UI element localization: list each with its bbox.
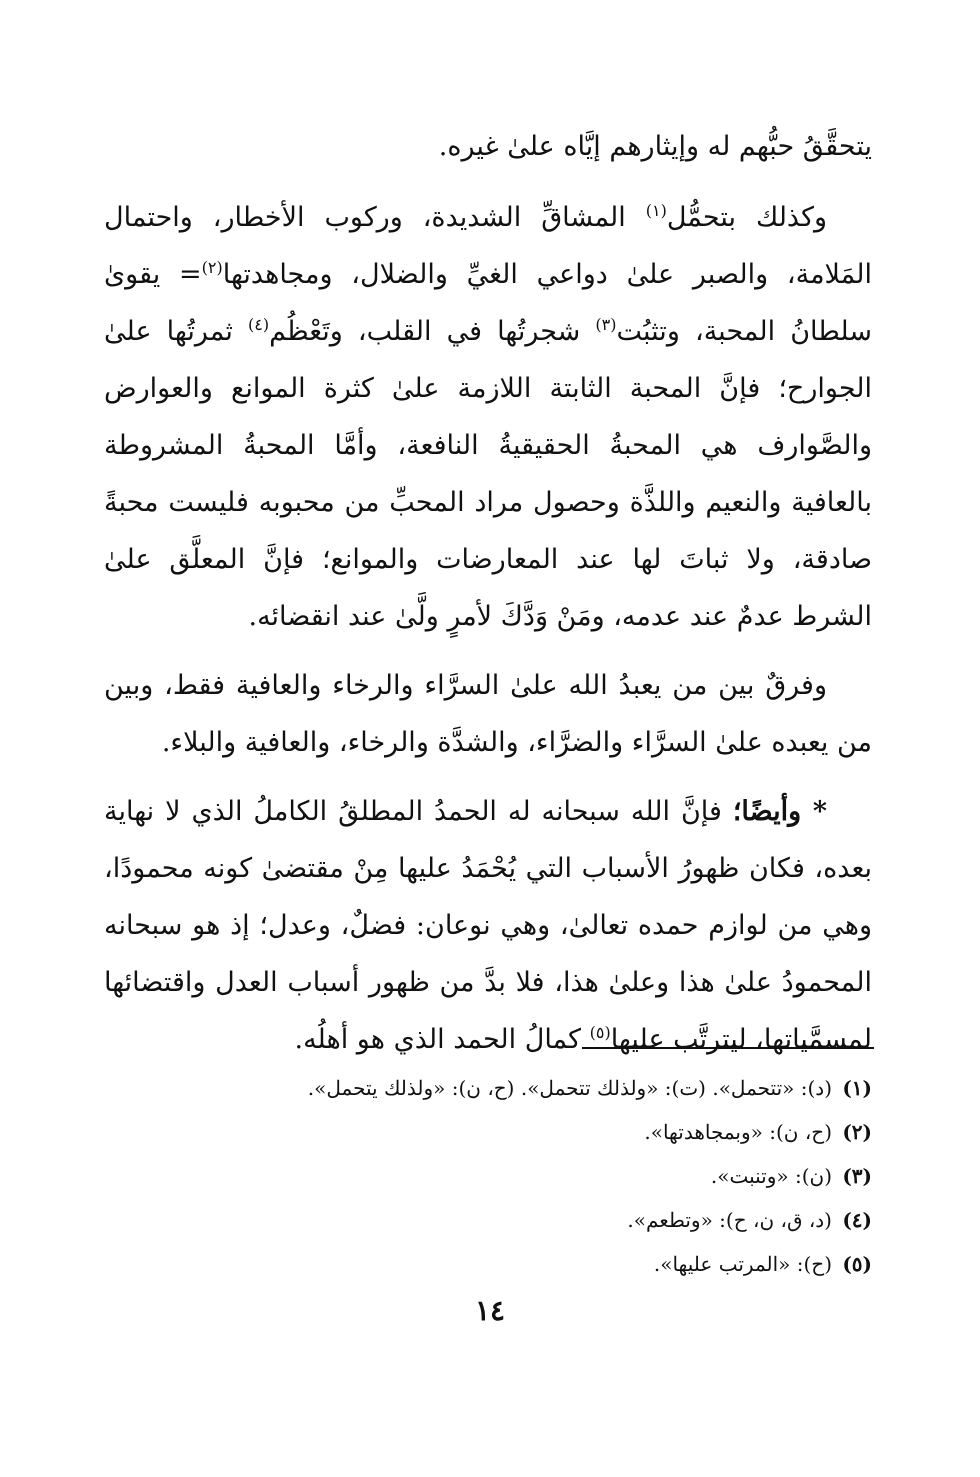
paragraph-4 bbox=[104, 783, 872, 1068]
footnote-text: (ح، ن): «وبمجاهدتها». bbox=[644, 1120, 832, 1144]
footnote-divider bbox=[582, 1047, 874, 1049]
footnote-item bbox=[104, 1242, 872, 1286]
page-number: ١٤ bbox=[474, 1294, 506, 1327]
footnote-item bbox=[104, 1154, 872, 1198]
paragraph-2-part-d: شجرتُها في القلب، وتَعْظُم bbox=[269, 316, 596, 347]
footnote-ref-5[interactable]: (٥) bbox=[589, 1023, 611, 1042]
footnote-text: (ح): «المرتب عليها». bbox=[653, 1252, 832, 1276]
footnote-item bbox=[104, 1066, 872, 1110]
paragraph-4-part-b: كمالُ الحمد الذي هو أهلُه. bbox=[294, 1024, 590, 1055]
footnote-ref-3[interactable]: (٣) bbox=[595, 315, 617, 334]
paragraph-3: وفرقٌ بين من يعبدُ الله علىٰ السرَّاء والرخاء والعافية فقط، وبين من يعبده علىٰ السرَّاء والضرَّاء، والشدَّة والرخاء، والعافية والبلاء. bbox=[104, 670, 872, 758]
footnote-text: (د، ق، ن، ح): «وتطعم». bbox=[627, 1208, 832, 1232]
footnote-item bbox=[104, 1110, 872, 1154]
footnote-ref-2[interactable]: (٢) bbox=[201, 258, 223, 277]
paragraph-2 bbox=[104, 189, 872, 645]
footnote-text: (ن): «وتنبت». bbox=[710, 1164, 832, 1188]
paragraph-4-lead: * وأيضًا؛ bbox=[732, 796, 827, 827]
paragraph-2-part-b: المشاقِّ الشديدة، وركوب الأخطار، واحتمال المَلامة، والصبر علىٰ دواعي الغيِّ والضلال، ومجاهدتها bbox=[104, 202, 872, 290]
paragraph-2-part-c: = يقوىٰ سلطانُ المحبة، وتثبُت bbox=[104, 259, 872, 347]
footnote-number: (٥) bbox=[842, 1252, 872, 1276]
footnotes-list bbox=[104, 1066, 872, 1286]
paragraph-1: يتحقَّقُ حبُّهم له وإيثارهم إيَّاه علىٰ غيره. bbox=[438, 131, 872, 162]
footnote-number: (٢) bbox=[842, 1120, 872, 1144]
footnote-ref-1[interactable]: (١) bbox=[645, 201, 667, 220]
paragraph-2-part-e: ثمرتُها علىٰ الجوارح؛ فإنَّ المحبة الثابتة اللازمة علىٰ كثرة الموانع والعوارض والصَّوارف هي المحبةُ الحقيقيةُ النافعة، وأمَّا المحبةُ المشروطة بالعافية والنعيم واللذَّة وحصول مراد المحبِّ من محبوبه فليست محبةً صادقة، ولا ثباتَ لها عند المعارضات والموانع؛ فإنَّ المعلَّق علىٰ الشرط عدمٌ عند عدمه، ومَنْ وَدَّكَ لأمرٍ ولَّىٰ عند انقضائه. bbox=[104, 316, 872, 632]
footnote-ref-4[interactable]: (٤) bbox=[248, 315, 270, 334]
footnote-number: (١) bbox=[842, 1076, 872, 1100]
main-text bbox=[104, 118, 872, 1080]
footnote-text: (د): «تتحمل». (ت): «ولذلك تتحمل». (ح، ن): «ولذلك يتحمل». bbox=[307, 1076, 832, 1100]
paragraph-4-part-a: فإنَّ الله سبحانه له الحمدُ المطلقُ الكاملُ الذي لا نهاية بعده، فكان ظهورُ الأسباب التي يُحْمَدُ عليها مِنْ مقتضىٰ كونه محمودًا، وهي من لوازم حمده تعالىٰ، وهي نوعان: فضلٌ، وعدل؛ إذ هو سبحانه المحمودُ علىٰ هذا وعلىٰ هذا، فلا بدَّ من ظهور أسباب العدل واقتضائها لمسمَّياتها، ليترتَّب عليها bbox=[104, 796, 872, 1055]
footnote-number: (٤) bbox=[842, 1208, 872, 1232]
footnote-item bbox=[104, 1198, 872, 1242]
footnote-number: (٣) bbox=[842, 1164, 872, 1188]
paragraph-2-part-a: وكذلك بتحمُّل bbox=[666, 202, 827, 233]
